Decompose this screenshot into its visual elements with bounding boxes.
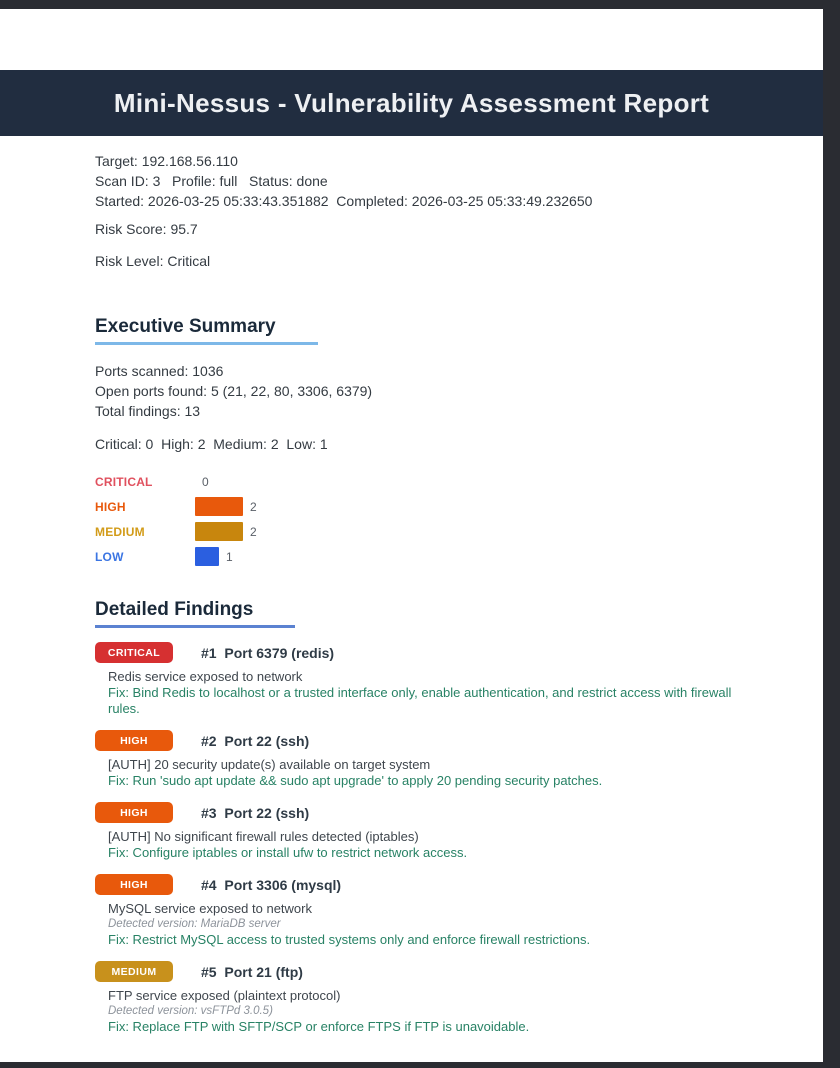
severity-bar-chart (95, 469, 783, 569)
executive-summary-section (95, 316, 783, 569)
finding-title: #5 Port 21 (ftp) (201, 963, 303, 980)
finding-description: [AUTH] 20 security update(s) available on target system (108, 757, 431, 772)
chart-bar-low (195, 547, 219, 566)
finding-item-4 (95, 874, 743, 948)
severity-badge: HIGH (95, 802, 173, 823)
finding-description: Redis service exposed to network (108, 669, 303, 684)
findings-list (95, 642, 783, 1035)
executive-summary-heading: Executive Summary (95, 316, 318, 345)
open-ports: Open ports found: 5 (21, 22, 80, 3306, 6379) (95, 383, 373, 399)
window-frame-bottom (0, 1062, 840, 1068)
report-title: Mini-Nessus - Vulnerability Assessment Report (113, 87, 710, 118)
scan-info (95, 151, 783, 271)
finding-description: MySQL service exposed to network (108, 901, 312, 916)
finding-fix: Fix: Restrict MySQL access to trusted systems only and enforce firewall restrictions. (108, 932, 591, 947)
chart-row-high (95, 494, 783, 519)
finding-fix: Fix: Configure iptables or install ufw to restrict network access. (108, 845, 468, 860)
chart-value-low: 1 (226, 549, 233, 564)
finding-detected-version: Detected version: MariaDB server (108, 918, 281, 930)
times-line: Started: 2026-03-25 05:33:43.351882 Completed: 2026-03-25 05:33:49.232650 (95, 193, 593, 209)
finding-item-2 (95, 730, 743, 789)
chart-label-critical: CRITICAL (95, 474, 153, 489)
finding-fix: Fix: Replace FTP with SFTP/SCP or enforce FTPS if FTP is unavoidable. (108, 1019, 530, 1034)
target-line: Target: 192.168.56.110 (95, 153, 238, 169)
chart-row-medium (95, 519, 783, 544)
chart-label-low: LOW (95, 549, 124, 564)
total-findings: Total findings: 13 (95, 403, 201, 419)
severity-badge: HIGH (95, 874, 173, 895)
detailed-findings-section (95, 599, 783, 1035)
risk-level: Risk Level: Critical (95, 253, 211, 269)
report-page (0, 9, 823, 1062)
chart-bar-high (195, 497, 243, 516)
finding-title: #2 Port 22 (ssh) (201, 732, 310, 749)
severity-badge: CRITICAL (95, 642, 173, 663)
finding-detected-version: Detected version: vsFTPd 3.0.5) (108, 1005, 273, 1017)
chart-value-critical: 0 (202, 474, 209, 489)
summary-lines (95, 361, 783, 421)
finding-item-1 (95, 642, 743, 717)
report-content (0, 136, 823, 1035)
severity-counts-line: Critical: 0 High: 2 Medium: 2 Low: 1 (95, 436, 328, 452)
chart-row-critical (95, 469, 783, 494)
scan-id-line: Scan ID: 3 Profile: full Status: done (95, 173, 328, 189)
report-header (0, 70, 823, 136)
finding-title: #3 Port 22 (ssh) (201, 804, 310, 821)
finding-item-3 (95, 802, 743, 861)
finding-description: [AUTH] No significant firewall rules detected (iptables) (108, 829, 419, 844)
severity-badge: MEDIUM (95, 961, 173, 982)
risk-score: Risk Score: 95.7 (95, 221, 198, 237)
chart-value-medium: 2 (250, 524, 257, 539)
chart-row-low (95, 544, 783, 569)
chart-value-high: 2 (250, 499, 257, 514)
finding-fix: Fix: Bind Redis to localhost or a trusted interface only, enable authentication, and restrict access with firewall rules. (108, 685, 732, 716)
detailed-findings-heading: Detailed Findings (95, 599, 295, 628)
severity-badge: HIGH (95, 730, 173, 751)
chart-bar-medium (195, 522, 243, 541)
finding-title: #4 Port 3306 (mysql) (201, 876, 342, 893)
ports-scanned: Ports scanned: 1036 (95, 363, 224, 379)
chart-label-high: HIGH (95, 499, 126, 514)
chart-label-medium: MEDIUM (95, 524, 145, 539)
finding-description: FTP service exposed (plaintext protocol) (108, 988, 341, 1003)
finding-fix: Fix: Run 'sudo apt update && sudo apt upgrade' to apply 20 pending security patches. (108, 773, 603, 788)
finding-item-5 (95, 961, 743, 1035)
finding-title: #1 Port 6379 (redis) (201, 644, 335, 661)
